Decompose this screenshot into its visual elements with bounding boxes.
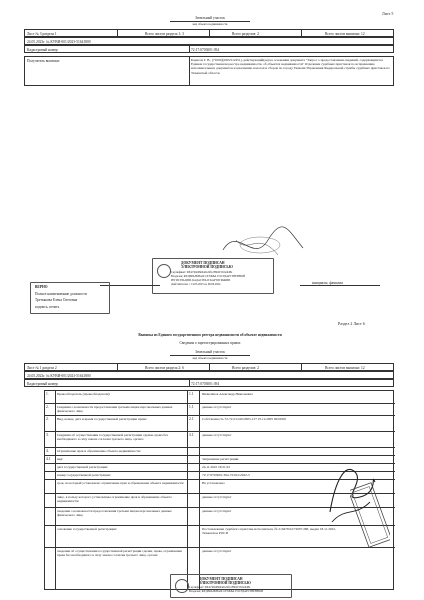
bottom-sheet-row: Лист № 1 раздела 2 Всего листов раздела 2: 6 Всего разделов: 2 Всего листов выписки: 12 bbox=[24, 363, 394, 371]
row-label: сведения об осуществлении государственной регистрации сделки, права, ограничения права без необходимого в силу закона согласия третьего лица, органа: bbox=[57, 549, 182, 558]
row-label: Сведения о возможности предоставления третьим лицам персональных данных физического лица bbox=[57, 405, 173, 414]
row-label: номер государственной регистрации: bbox=[57, 473, 111, 477]
row-value: Постановление судебного пристава-исполнителя, № 219479/22/72007-ИП, выдан 18.11.2022, Тюменское РОСП bbox=[202, 527, 336, 536]
row-value: данные отсутствуют bbox=[202, 495, 232, 499]
table-row bbox=[45, 415, 395, 432]
row-value: данные отсутствуют bbox=[202, 549, 232, 553]
total-sections: Всего разделов: 2 bbox=[232, 31, 259, 36]
object-type-heading-2: Земельный участок bbox=[195, 350, 225, 354]
row-label: вид: bbox=[57, 457, 64, 461]
row-number: 2. bbox=[46, 417, 49, 421]
top-reg-row bbox=[24, 37, 394, 45]
bottom-reg-row: 24.05.2023г. № КУВИ-001/2023-51641800 bbox=[24, 371, 394, 379]
e-signature-stamp-2: ДОКУМЕНТ ПОДПИСАН ЭЛЕКТРОННОЙ ПОДПИСЬЮ Сертификат: 00bd7d0e08e94d1e9f1c86bbf33cbe6d8a Владелец: ФЕДЕРАЛЬНАЯ СЛУЖБА ГОСУДАРСТВЕННОЙ bbox=[170, 574, 292, 598]
row-subnumber: 3.1 bbox=[189, 433, 194, 437]
emblem-icon bbox=[157, 264, 171, 278]
emblem-icon-2 bbox=[175, 579, 189, 593]
sheets-in-section: Всего листов раздела 1: 3 bbox=[145, 31, 184, 36]
sheet-number: Лист № 3 раздела 1 bbox=[27, 31, 57, 36]
verification-stamp: ВЕРНО Полное наименование должности Третьякова Елена Олеговна подпись, печать bbox=[30, 282, 110, 314]
table-row bbox=[45, 431, 395, 448]
row-subnumber: 1.1 bbox=[189, 405, 194, 409]
row-subnumber: 1.1 bbox=[189, 392, 194, 396]
row-label: основание государственной регистрации: bbox=[57, 527, 117, 531]
initials-caption: инициалы, фамилия bbox=[312, 281, 343, 285]
row-number: 1. bbox=[46, 392, 49, 396]
bottom-cad-row: Кадастровый номер: 72:17:0703001:394 bbox=[24, 379, 394, 387]
total-sheets: Всего листов выписки: 12 bbox=[325, 31, 365, 36]
row-value: Собственность 72-72-01/410/2005-157 25.12.2005 00:00:00 bbox=[202, 417, 286, 421]
row-label: Правообладатель (правообладатели): bbox=[57, 392, 111, 396]
row-value: 72:17:0703001:394-72/041/2022-5 bbox=[202, 473, 250, 477]
row-value: данные отсутствуют bbox=[202, 405, 232, 409]
row-value: Не установлено bbox=[202, 481, 225, 485]
table-row bbox=[45, 391, 395, 403]
row-value: 24.11.2022 16:21:22 bbox=[202, 465, 231, 469]
recipient-value: Борисов Г. В., (71000)(0302112451), действующий(ая) на основании документа "Запрос о предоставлении сведений, содержащихся в Едином государственном реестре недвижимости, об объектах недвижимости" Отделение судебных приставов по исправлению исполнительных документов и взысканию налогов и сборов по городу Тюмени Управления Федеральной службы судебных приставов по Тюменской области bbox=[191, 58, 390, 75]
row-label: срок, на который установлено ограничение прав и обременение объекта недвижимости: bbox=[57, 481, 185, 485]
diagonal-stamp bbox=[350, 480, 390, 550]
recipient-label: Получатель выписки: bbox=[27, 59, 60, 63]
section-sheet-label: Раздел 2 Лист 6 bbox=[338, 321, 365, 326]
row-value: Шевелёнок Александр Николаевич bbox=[202, 392, 253, 396]
extract-subtitle: Сведения о зарегистрированных правах bbox=[179, 341, 241, 345]
object-type-caption: вид объекта недвижимости bbox=[192, 22, 228, 26]
recipient-block bbox=[24, 56, 394, 86]
row-number: 4.1 bbox=[46, 457, 51, 461]
row-label: лицо, в пользу которого установлены ограничение прав и обременение объекта недвижимости: bbox=[57, 495, 172, 504]
row-value: Запрещение регистрации bbox=[202, 457, 239, 461]
e-signature-stamp-1: ДОКУМЕНТ ПОДПИСАН ЭЛЕКТРОННОЙ ПОДПИСЬЮ Сертификат: 00bd7d0e08e94d1e9f1c86bbf33cbe6d8a Владелец: ФЕДЕРАЛЬНАЯ СЛУЖБА ГОСУДАРСТВЕННОЙ РЕГИСТРАЦИИ, КАДАСТРА И КАРТОГРАФИИ Действителен: с 14.03.2023 по 06.06.2024 bbox=[152, 258, 274, 294]
row-label: Ограничение прав и обременение объекта недвижимости: bbox=[57, 449, 141, 453]
cadastral-label: Кадастровый номер: bbox=[27, 47, 59, 52]
row-label: Сведения об осуществлении государственной регистрации сделки, права без необходимого в силу закона согласия третьего лица, органа: bbox=[57, 433, 169, 442]
object-type-caption-2: вид объекта недвижимости bbox=[192, 356, 228, 360]
object-type-heading: Земельный участок bbox=[195, 16, 225, 20]
row-label: Вид, номер, дата и время государственной регистрации права: bbox=[57, 417, 147, 421]
top-cad-row bbox=[24, 45, 394, 53]
request-number: 24.05.2023г. № КУВИ-001/2023-51641800 bbox=[27, 39, 91, 44]
row-value: данные отсутствуют bbox=[202, 433, 232, 437]
sheet-label: Лист 5 bbox=[382, 11, 394, 16]
row-label: дата государственной регистрации: bbox=[57, 465, 109, 469]
row-number: 2. bbox=[46, 405, 49, 409]
row-number: 3. bbox=[46, 433, 49, 437]
row-label: сведения о возможности предоставления третьим лицам персональных данных физического лица bbox=[57, 509, 172, 518]
cadastral-number: 72:17:0703001:394 bbox=[191, 47, 220, 52]
row-subnumber: 2.1 bbox=[189, 417, 194, 421]
row-value: данные отсутствуют bbox=[202, 509, 232, 513]
top-sheet-row bbox=[24, 29, 394, 37]
extract-title: Выписка из Единого государственного реестра недвижимости об объекте недвижимости bbox=[138, 333, 282, 337]
row-number: 4. bbox=[46, 449, 49, 453]
